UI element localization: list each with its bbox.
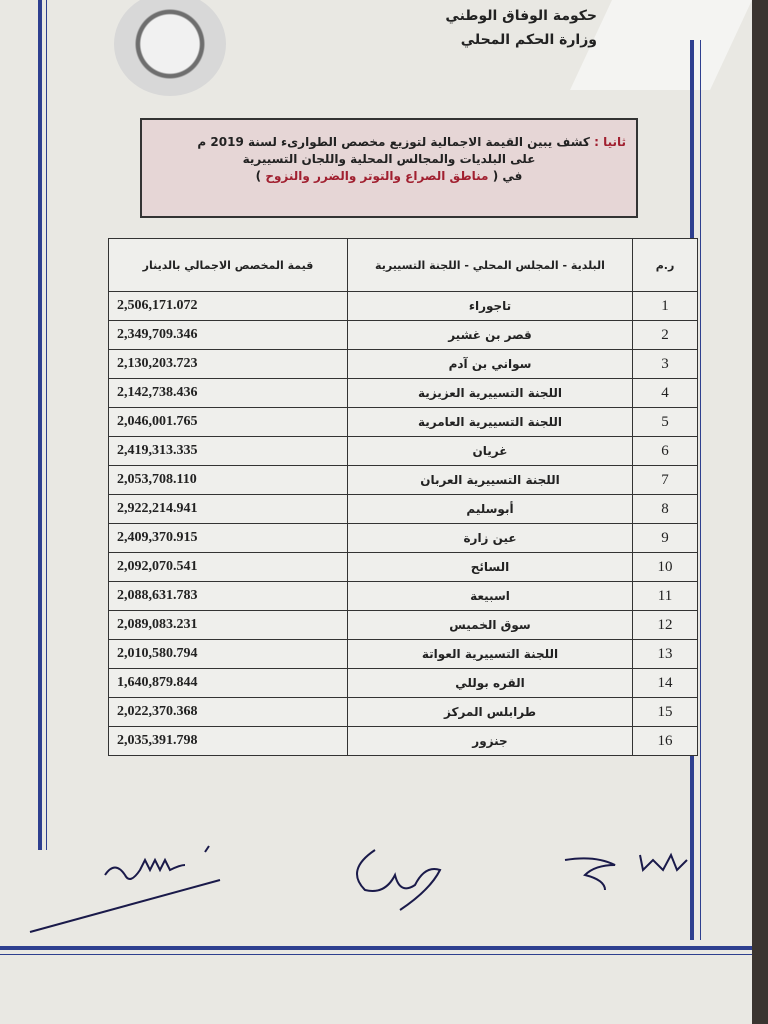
row-value: 2,409,370.915 <box>109 524 348 553</box>
table-row <box>109 582 698 611</box>
right-border-line-inner <box>700 40 701 940</box>
signature-left <box>30 846 220 932</box>
paper-corner <box>570 0 752 90</box>
left-border-line-inner <box>46 0 47 850</box>
header-value: قيمة المخصص الاجمالي بالدينار <box>109 239 348 292</box>
row-name: السائح <box>348 553 633 582</box>
row-name: قصر بن غشير <box>348 321 633 350</box>
table-row <box>109 321 698 350</box>
table-row <box>109 466 698 495</box>
row-number: 11 <box>633 582 698 611</box>
title-line-3-prefix: في ( <box>492 169 523 183</box>
title-line-3-suffix: ) <box>255 169 262 183</box>
allocation-table <box>108 238 698 756</box>
row-number: 4 <box>633 379 698 408</box>
row-name: تاجوراء <box>348 292 633 321</box>
row-value: 1,640,879.844 <box>109 669 348 698</box>
row-value: 2,088,631.783 <box>109 582 348 611</box>
header-num: ر.م <box>633 239 698 292</box>
table-row <box>109 495 698 524</box>
title-line-3-highlight: مناطق الصراع والتوتر والضرر والنزوح <box>265 169 489 183</box>
row-number: 15 <box>633 698 698 727</box>
row-name: سواني بن آدم <box>348 350 633 379</box>
row-number: 12 <box>633 611 698 640</box>
row-number: 3 <box>633 350 698 379</box>
title-line-2: على البلديات والمجالس المحلية واللجان التسييرية <box>242 152 536 166</box>
bottom-border-line-inner <box>0 954 752 955</box>
title-line-1: كشف يبين القيمة الاجمالية لتوزيع مخصص الطوارىء لسنة 2019 م <box>197 135 590 149</box>
row-number: 2 <box>633 321 698 350</box>
table-row <box>109 524 698 553</box>
government-name: حكومة الوفاق الوطني <box>445 8 597 24</box>
ministry-name: وزارة الحكم المحلي <box>460 32 597 48</box>
row-value: 2,035,391.798 <box>109 727 348 756</box>
row-value: 2,010,580.794 <box>109 640 348 669</box>
row-number: 8 <box>633 495 698 524</box>
table-row <box>109 698 698 727</box>
table-row <box>109 408 698 437</box>
official-seal <box>114 0 226 96</box>
row-name: اللجنة التسييرية العامرية <box>348 408 633 437</box>
row-value: 2,053,708.110 <box>109 466 348 495</box>
row-value: 2,349,709.346 <box>109 321 348 350</box>
row-name: طرابلس المركز <box>348 698 633 727</box>
table-header-row <box>109 239 698 292</box>
row-number: 7 <box>633 466 698 495</box>
row-name: اللجنة التسييرية العزيزية <box>348 379 633 408</box>
row-name: عين زارة <box>348 524 633 553</box>
row-name: اسبيعة <box>348 582 633 611</box>
table-row <box>109 350 698 379</box>
row-name: جنزور <box>348 727 633 756</box>
table-row <box>109 437 698 466</box>
row-name: غريان <box>348 437 633 466</box>
row-value: 2,022,370.368 <box>109 698 348 727</box>
table-row <box>109 553 698 582</box>
left-border-line <box>38 0 42 850</box>
row-number: 16 <box>633 727 698 756</box>
row-name: القره بوللي <box>348 669 633 698</box>
row-value: 2,046,001.765 <box>109 408 348 437</box>
row-value: 2,092,070.541 <box>109 553 348 582</box>
row-name: أبوسليم <box>348 495 633 524</box>
row-value: 2,142,738.436 <box>109 379 348 408</box>
table-row <box>109 292 698 321</box>
row-value: 2,506,171.072 <box>109 292 348 321</box>
table-row <box>109 640 698 669</box>
row-number: 5 <box>633 408 698 437</box>
row-name: اللجنة التسييرية العربان <box>348 466 633 495</box>
table-row <box>109 611 698 640</box>
bottom-border-line <box>0 946 752 950</box>
row-number: 9 <box>633 524 698 553</box>
row-name: اللجنة التسييرية العواتة <box>348 640 633 669</box>
signatures <box>20 840 740 940</box>
row-value: 2,419,313.335 <box>109 437 348 466</box>
title-box <box>140 118 638 218</box>
row-number: 6 <box>633 437 698 466</box>
table-row <box>109 727 698 756</box>
row-number: 13 <box>633 640 698 669</box>
row-number: 14 <box>633 669 698 698</box>
row-value: 2,130,203.723 <box>109 350 348 379</box>
header-name: البلدية - المجلس المحلي - اللجنة التسييرية <box>348 239 633 292</box>
signature-right <box>565 855 687 890</box>
row-value: 2,922,214.941 <box>109 495 348 524</box>
table-row <box>109 669 698 698</box>
row-value: 2,089,083.231 <box>109 611 348 640</box>
table-row <box>109 379 698 408</box>
row-number: 10 <box>633 553 698 582</box>
signature-middle <box>357 850 440 910</box>
title-prefix: ثانيا : <box>594 135 626 149</box>
row-name: سوق الخميس <box>348 611 633 640</box>
letterhead <box>445 4 597 52</box>
row-number: 1 <box>633 292 698 321</box>
